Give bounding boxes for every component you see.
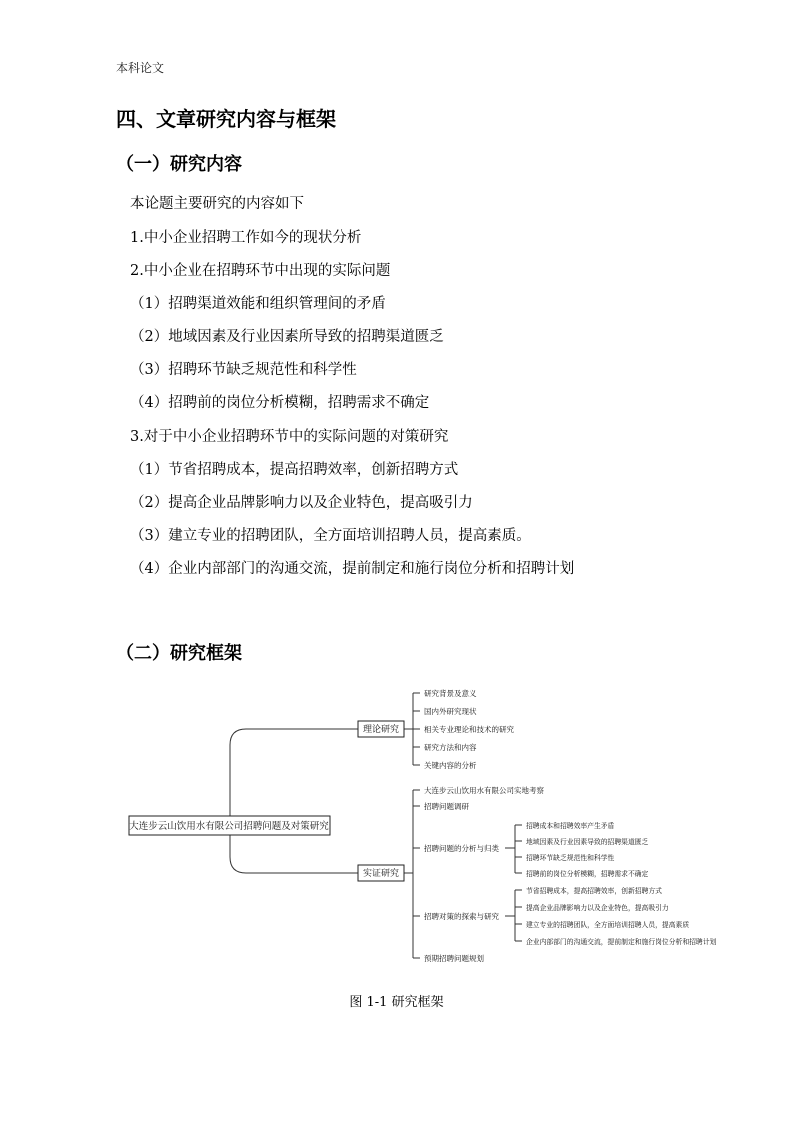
mindmap-problem-item: 地域因素及行业因素导致的招聘渠道匮乏 xyxy=(526,838,649,846)
mindmap-theory-item: 研究方法和内容 xyxy=(424,743,477,752)
mindmap-empirical-item: 招聘对策的探索与研究 xyxy=(424,912,499,921)
mindmap-empirical-item: 招聘问题调研 xyxy=(424,802,469,811)
connector-root-theory xyxy=(230,729,358,816)
content-line: （2）提高企业品牌影响力以及企业特色，提高吸引力 xyxy=(130,495,473,511)
mindmap-problem-item: 招聘前的岗位分析模糊，招聘需求不确定 xyxy=(526,870,649,878)
mindmap-strategy-item: 节省招聘成本，提高招聘效率，创新招聘方式 xyxy=(526,887,662,895)
mindmap-strategy-item: 企业内部部门的沟通交流，提前制定和施行岗位分析和招聘计划 xyxy=(526,938,717,946)
content-line: 3.对于中小企业招聘环节中的实际问题的对策研究 xyxy=(130,429,449,445)
content-line: （1）节省招聘成本，提高招聘效率，创新招聘方式 xyxy=(130,462,459,478)
page-header: 本科论文 xyxy=(116,61,165,75)
content-line: 2.中小企业在招聘环节中出现的实际问题 xyxy=(130,263,391,279)
content-line: 本论题主要研究的内容如下 xyxy=(130,196,304,212)
mindmap-theory-item: 关键内容的分析 xyxy=(424,761,477,770)
mindmap-strategy-item: 建立专业的招聘团队，全方面培训招聘人员，提高素质 xyxy=(526,921,690,929)
content-line: 1.中小企业招聘工作如今的现状分析 xyxy=(130,230,362,246)
content-line: （1）招聘渠道效能和组织管理间的矛盾 xyxy=(130,296,386,312)
mindmap-problem-item: 招聘成本和招聘效率产生矛盾 xyxy=(526,822,615,830)
content-line: （4）招聘前的岗位分析模糊，招聘需求不确定 xyxy=(130,395,430,411)
content-line: （3）招聘环节缺乏规范性和科学性 xyxy=(130,362,357,378)
connector-root-empirical xyxy=(230,835,358,873)
subsection-title-content: （一）研究内容 xyxy=(116,154,242,175)
mindmap-branch-empirical-label: 实证研究 xyxy=(362,869,400,879)
mindmap-empirical-item: 招聘问题的分析与归类 xyxy=(424,844,499,853)
mindmap-empirical-item: 预期招聘问题规划 xyxy=(424,954,484,963)
figure-caption: 图 1-1 研究框架 xyxy=(349,995,444,1010)
mindmap-root-label: 大连步云山饮用水有限公司招聘问题及对策研究 xyxy=(129,821,329,832)
mindmap-theory-item: 研究背景及意义 xyxy=(424,689,477,698)
content-line: （4）企业内部部门的沟通交流，提前制定和施行岗位分析和招聘计划 xyxy=(130,561,575,577)
mindmap-problem-item: 招聘环节缺乏规范性和科学性 xyxy=(526,854,615,862)
content-line: （2）地域因素及行业因素所导致的招聘渠道匮乏 xyxy=(130,329,444,345)
mindmap-branch-theory-label: 理论研究 xyxy=(362,725,400,735)
subsection-title-framework: （二）研究框架 xyxy=(116,643,242,664)
mindmap-theory-item: 国内外研究现状 xyxy=(424,707,477,716)
content-line: （3）建立专业的招聘团队，全方面培训招聘人员，提高素质。 xyxy=(130,528,531,544)
mindmap-empirical-item: 大连步云山饮用水有限公司实地考察 xyxy=(424,786,544,795)
mindmap-theory-item: 相关专业理论和技术的研究 xyxy=(424,725,514,734)
mindmap-strategy-item: 提高企业品牌影响力以及企业特色，提高吸引力 xyxy=(526,904,669,912)
section-title: 四、文章研究内容与框架 xyxy=(116,107,336,131)
